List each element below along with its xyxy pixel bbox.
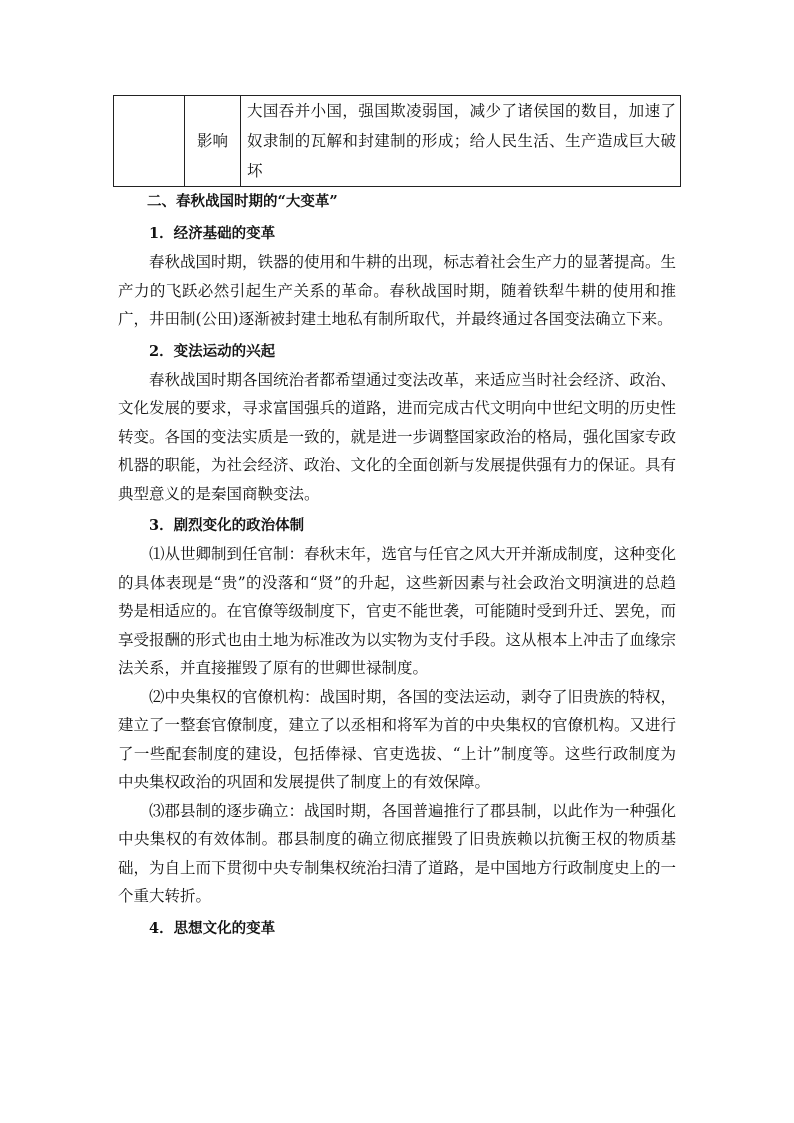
paragraph-politics-2: ⑵中央集权的官僚机构：战国时期，各国的变法运动，剥夺了旧贵族的特权，建立了一整套官僚制度，建立了以丞相和将军为首的中央集权的官僚机构。又进行了一些配套制度的建设，包括俸禄、官吏选拔、“上计”制度等。这些行政制度为中央集权政治的巩固和发展提供了制度上的有效保障。 [118,687,677,791]
table-row [114,96,681,187]
section-heading: 二、春秋战国时期的“大变革” [147,193,338,210]
table-cell-text: 大国吞并小国，强国欺凌弱国，减少了诸侯国的数目，加速了奴隶制的瓦解和封建制的形成；给人民生活、生产造成巨大破坏 [241,96,681,187]
paragraph-politics-1: ⑴从世卿制到任官制：春秋末年，选官与任官之风大开并渐成制度，这种变化的具体表现是“贵”的没落和“贤”的升起，这些新因素与社会政治文明演进的总趋势是相适应的。在官僚等级制度下，官吏不能世袭，可能随时受到升迁、罢免，而享受报酬的形式也由土地为标准改为以实物为支付手段。这从根本上冲击了血缘宗法关系，并直接摧毁了原有的世卿世禄制度。 [118,545,677,677]
paragraph-politics-3: ⑶郡县制的逐步确立：战国时期，各国普遍推行了郡县制，以此作为一种强化中央集权的有效体制。郡县制度的确立彻底摧毁了旧贵族赖以抗衡王权的物质基础，为自上而下贯彻中央专制集权统治扫清了道路，是中国地方行政制度史上的一个重大转折。 [118,801,677,905]
table-cell-label: 影响 [185,96,241,187]
subsection-heading-politics: 3．剧烈变化的政治体制 [149,517,305,534]
subsection-heading-reform: 2．变法运动的兴起 [149,342,276,360]
influence-table [113,95,681,187]
subsection-heading-culture: 4．思想文化的变革 [149,919,276,937]
paragraph-reform: 春秋战国时期各国统治者都希望通过变法改革，来适应当时社会经济、政治、文化发展的要求，寻求富国强兵的道路，进而完成古代文明向中世纪文明的历史性转变。各国的变法实质是一致的，就是进一步调整国家政治的格局，强化国家专政机器的职能，为社会经济、政治、文化的全面创新与发展提供强有力的保证。具有典型意义的是秦国商鞅变法。 [118,370,677,503]
subsection-heading-economy: 1．经济基础的变革 [149,225,276,242]
document-body [118,188,676,943]
paragraph-economy: 春秋战国时期，铁器的使用和牛耕的出现，标志着社会生产力的显著提高。生产力的飞跃必然引起生产关系的革命。春秋战国时期，随着铁犁牛耕的使用和推广，井田制(公田)逐渐被封建土地私有制所取代，并最终通过各国变法确立下来。 [118,253,677,328]
table-cell-empty [114,96,185,187]
